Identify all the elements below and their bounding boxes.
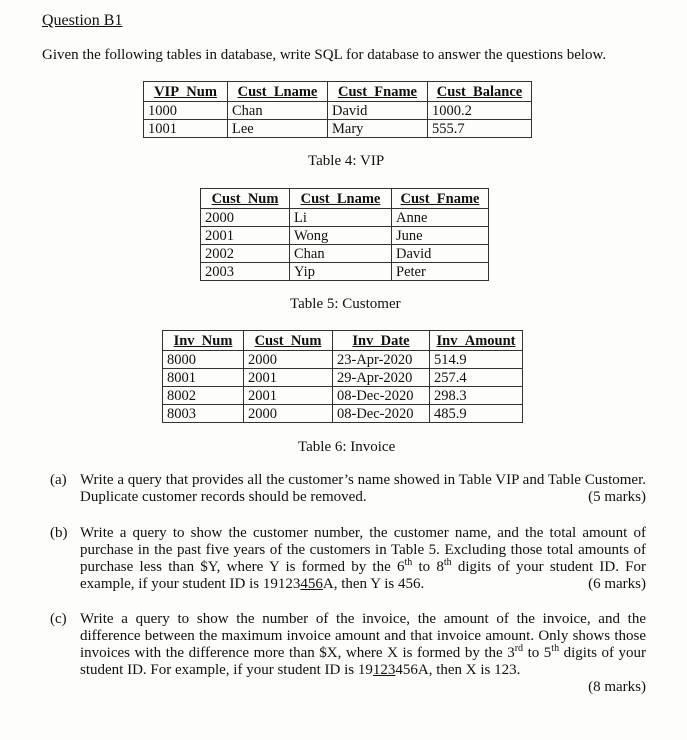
question-label: (c) [50, 611, 67, 627]
table-row [201, 263, 489, 281]
table-cell: Wong [290, 227, 392, 245]
table-row [163, 405, 523, 423]
underlined-digits: 456 [300, 576, 323, 592]
ordinal-suffix: th [404, 557, 413, 568]
table-row [163, 351, 523, 369]
table-cell: David [392, 245, 489, 263]
marks-value: (6 marks) [588, 576, 646, 592]
table-cell: 1001 [144, 120, 228, 138]
question-b-text-4: A, then Y is 456. [322, 576, 425, 592]
column-header: Cust_Num [201, 189, 290, 209]
question-b-text-1: Write a query to show the customer number, the customer name, and the total amount of purchase in the past five years of the customers in Table 5. Excluding those total amounts of purchase less than $Y, where Y is formed by the 6 [80, 525, 646, 575]
table-cell: 29-Apr-2020 [333, 369, 430, 387]
table-cell: 08-Dec-2020 [333, 387, 430, 405]
table-cell: 1000 [144, 102, 228, 120]
question-b-text-3: digits of your student ID. For example, if your student ID is 19123 [80, 559, 646, 592]
table-cell: Peter [392, 263, 489, 281]
question-c-text-3: digits of your student ID. For example, if your student ID is 19 [80, 645, 646, 678]
column-header: Inv_Num [163, 331, 244, 351]
question-c-text-1: Write a query to show the number of the invoice, the amount of the invoice, and the difference between the maximum invoice amount and that invoice amount. Only shows those invoices with the difference more than $X, where X is formed by the 3 [80, 611, 646, 661]
table-cell: June [392, 227, 489, 245]
column-header: Cust_Fname [328, 82, 428, 102]
table-cell: 8001 [163, 369, 244, 387]
column-header: Cust_Balance [428, 82, 532, 102]
table-cell: 2001 [244, 369, 333, 387]
table-header-row [201, 189, 489, 209]
table-cell: Chan [290, 245, 392, 263]
table-cell: Anne [392, 209, 489, 227]
table-row [163, 369, 523, 387]
table-row [201, 245, 489, 263]
table-cell: David [328, 102, 428, 120]
column-header: VIP_Num [144, 82, 228, 102]
vip-table-caption: Table 4: VIP [308, 153, 385, 169]
ordinal-suffix: th [443, 557, 452, 568]
marks-value: (5 marks) [588, 489, 646, 505]
column-header: Inv_Amount [430, 331, 523, 351]
vip-table [143, 81, 532, 138]
table-cell: 2002 [201, 245, 290, 263]
question-c [50, 611, 646, 696]
table-cell: 485.9 [430, 405, 523, 423]
table-cell: 1000.2 [428, 102, 532, 120]
underlined-digits: 123 [372, 662, 396, 678]
column-header: Cust_Lname [290, 189, 392, 209]
table-cell: Lee [228, 120, 328, 138]
table-cell: 23-Apr-2020 [333, 351, 430, 369]
customer-table-caption: Table 5: Customer [290, 296, 401, 312]
table-cell: 2001 [244, 387, 333, 405]
table-cell: 514.9 [430, 351, 523, 369]
table-cell: 8002 [163, 387, 244, 405]
marks-value: (8 marks) [588, 679, 646, 695]
table-cell: 8003 [163, 405, 244, 423]
column-header: Cust_Num [244, 331, 333, 351]
table-cell: 2001 [201, 227, 290, 245]
table-cell: Yip [290, 263, 392, 281]
ordinal-suffix: rd [514, 643, 524, 654]
question-c-text-2: to 5 [523, 645, 552, 661]
question-label: (b) [50, 525, 68, 541]
question-b [50, 525, 646, 593]
column-header: Cust_Lname [228, 82, 328, 102]
ordinal-suffix: th [551, 643, 560, 654]
table-header-row [163, 331, 523, 351]
table-cell: 2003 [201, 263, 290, 281]
table-cell: 555.7 [428, 120, 532, 138]
table-cell: 2000 [201, 209, 290, 227]
table-cell: 298.3 [430, 387, 523, 405]
question-heading: Question B1 [42, 12, 123, 29]
question-b-text-2: to 8 [412, 559, 444, 575]
customer-table [200, 188, 489, 281]
table-cell: 2000 [244, 351, 333, 369]
table-row [163, 387, 523, 405]
table-cell: Li [290, 209, 392, 227]
table-cell: Mary [328, 120, 428, 138]
question-c-text-4: 456A, then X is 123. [395, 662, 521, 678]
table-cell: 8000 [163, 351, 244, 369]
question-intro: Given the following tables in database, write SQL for database to answer the questions below. [42, 47, 607, 63]
table-row [201, 227, 489, 245]
question-text [80, 611, 646, 696]
question-text [80, 525, 646, 593]
table-cell: 2000 [244, 405, 333, 423]
column-header: Inv_Date [333, 331, 430, 351]
table-cell: 257.4 [430, 369, 523, 387]
question-label: (a) [50, 472, 67, 488]
invoice-table [162, 330, 523, 423]
question-a [50, 472, 646, 506]
table-cell: Chan [228, 102, 328, 120]
table-cell: 08-Dec-2020 [333, 405, 430, 423]
table-row [144, 102, 532, 120]
table-row [201, 209, 489, 227]
table-row [144, 120, 532, 138]
column-header: Cust_Fname [392, 189, 489, 209]
table-header-row [144, 82, 532, 102]
question-text [80, 472, 646, 506]
question-a-text: Write a query that provides all the customer’s name showed in Table VIP and Table Customer. Duplicate customer records should be removed. [80, 472, 646, 505]
invoice-table-caption: Table 6: Invoice [298, 439, 396, 455]
